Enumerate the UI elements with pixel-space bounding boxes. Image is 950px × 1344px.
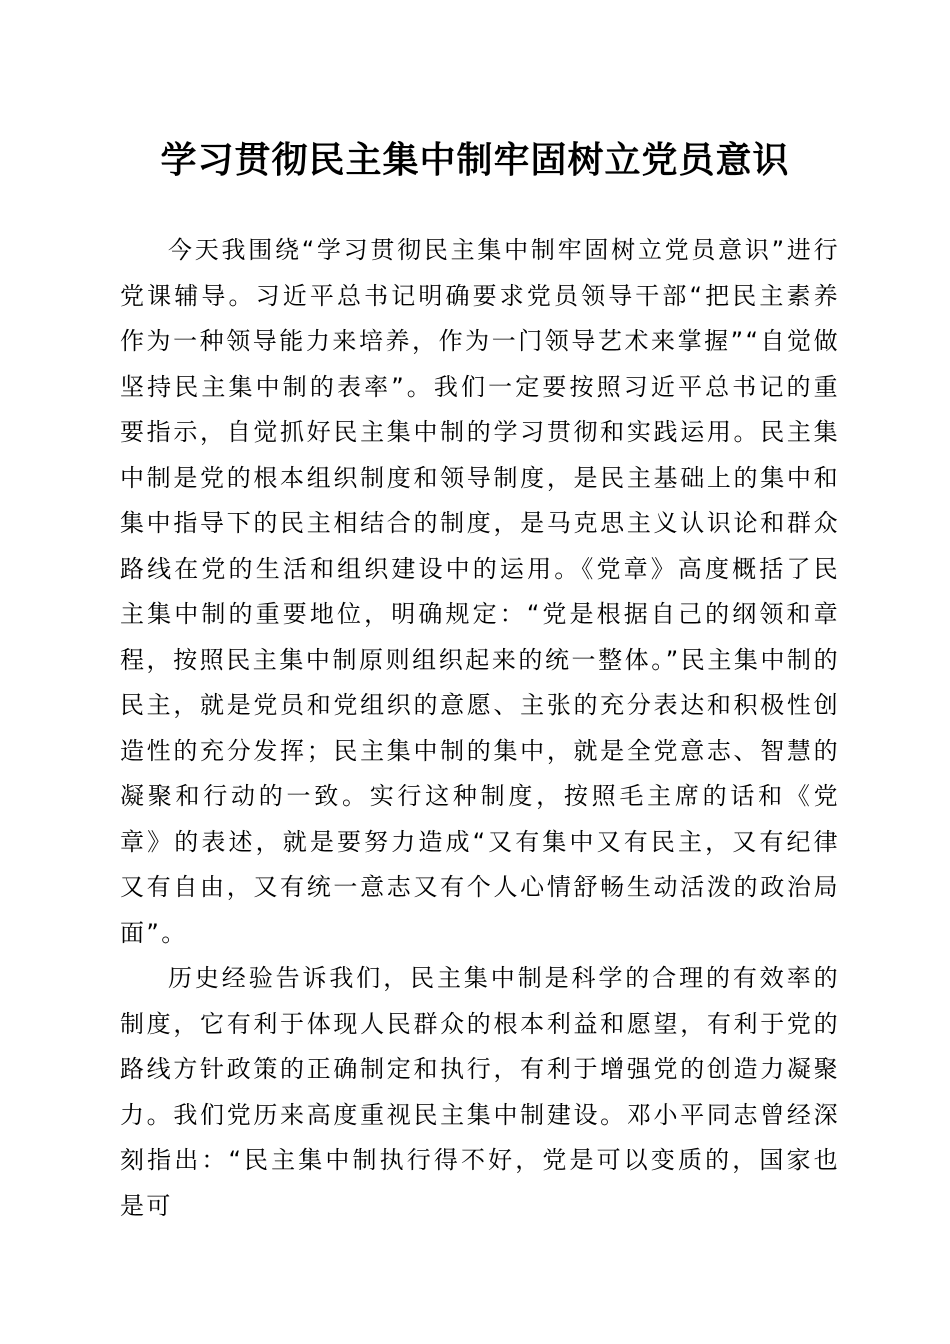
document-body (120, 228, 840, 1229)
paragraph: 历史经验告诉我们，民主集中制是科学的合理的有效率的制度，它有利于体现人民群众的根本利益和愿望，有利于党的路线方针政策的正确制定和执行，有利于增强党的创造力凝聚力。我们党历来高度重视民主集中制建设。邓小平同志曾经深刻指出：“民主集中制执行得不好，党是可以变质的，国家也是可 (120, 964, 840, 1220)
document-title: 学习贯彻民主集中制牢固树立党员意识 (160, 139, 790, 181)
paragraph: 今天我围绕“学习贯彻民主集中制牢固树立党员意识”进行党课辅导。习近平总书记明确要求党员领导干部“把民主素养作为一种领导能力来培养，作为一门领导艺术来掌握”“自觉做坚持民主集中制的表率”。我们一定要按照习近平总书记的重要指示，自觉抓好民主集中制的学习贯彻和实践运用。民主集中制是党的根本组织制度和领导制度，是民主基础上的集中和集中指导下的民主相结合的制度，是马克思主义认识论和群众路线在党的生活和组织建设中的运用。《党章》高度概括了民主集中制的重要地位，明确规定：“党是根据自己的纲领和章程，按照民主集中制原则组织起来的统一整体。”民主集中制的民主，就是党员和党组织的意愿、主张的充分表达和积极性创造性的充分发挥；民主集中制的集中，就是全党意志、智慧的凝聚和行动的一致。实行这种制度，按照毛主席的话和《党章》的表述，就是要努力造成“又有集中又有民主，又有纪律又有自由，又有统一意志又有个人心情舒畅生动活泼的政治局面”。 (120, 236, 840, 947)
